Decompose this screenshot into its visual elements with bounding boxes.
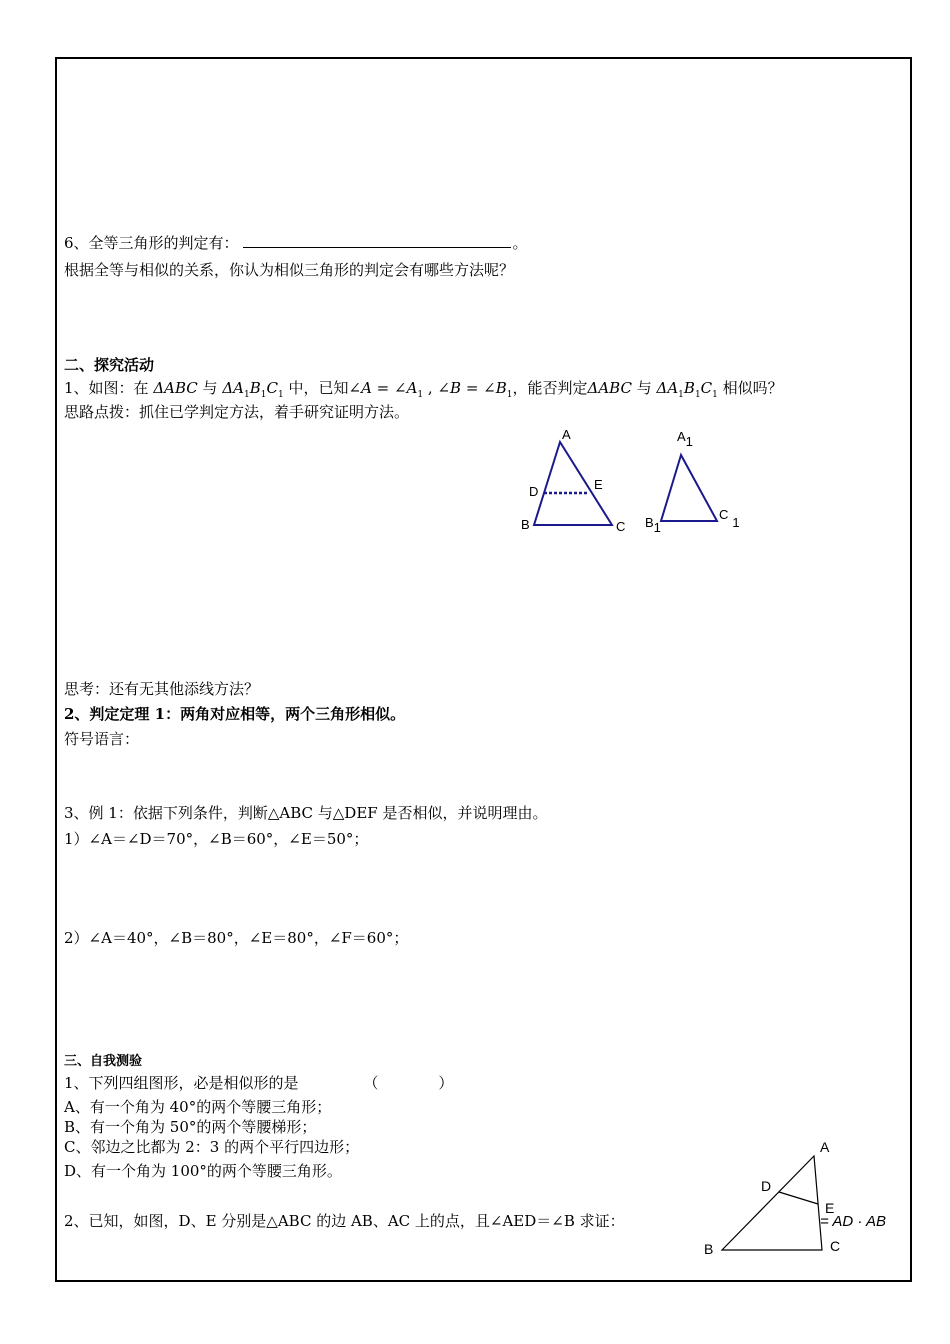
label-c: C	[616, 519, 626, 534]
s3-option-b: B、有一个角为 50°的两个等腰梯形；	[64, 1118, 317, 1136]
q2-label-a: A	[820, 1139, 830, 1155]
section2-heading: 二、探究活动	[64, 356, 155, 374]
triangle-ade-figure	[700, 1135, 905, 1263]
label-d: D	[529, 484, 539, 499]
q6-prefix: 6、全等三角形的判定有：	[64, 234, 239, 252]
q1-condition-1: ∠A = $\angle A_1$	[348, 379, 424, 400]
s2-theorem: 2、判定定理 1：两角对应相等，两个三角形相似。	[64, 705, 406, 723]
q6-question: 根据全等与相似的关系，你认为相似三角形的判定会有哪些方法呢？	[64, 261, 515, 279]
q1-triangle-a1b1c1: $\Delta A_1B_1C_1$	[222, 379, 284, 400]
s3-q1-text: 1、下列四组图形，必是相似形的是	[64, 1074, 299, 1092]
triangle-a1b1c1	[661, 455, 717, 521]
q1-triangle-a1b1c1-2: $\Delta A_1B_1C_1$	[656, 379, 718, 400]
s2-example-intro: 3、例 1：依据下列条件，判断△ABC 与△DEF 是否相似，并说明理由。	[64, 804, 548, 822]
q1-triangle-abc-2: ΔABC	[587, 379, 632, 397]
s3-q2: 2、已知，如图，D、E 分别是△ABC 的边 AB、AC 上的点，且∠AED＝∠B 求证：	[64, 1212, 625, 1230]
s2-symbol: 符号语言：	[64, 730, 140, 748]
similar-triangles-figure	[515, 425, 755, 540]
q2-label-c: C	[830, 1238, 841, 1254]
q2-label-d: D	[761, 1178, 772, 1194]
q1-text-a: 1、如图：在	[64, 379, 149, 397]
label-b: B	[521, 517, 530, 532]
s3-option-d: D、有一个角为 100°的两个等腰三角形。	[64, 1162, 342, 1180]
s2-example-2: 2）∠A＝40°，∠B＝80°，∠E＝80°，∠F＝60°；	[64, 929, 409, 947]
answer-paren-close: ）	[438, 1074, 454, 1092]
q6-line	[64, 233, 528, 253]
s2-q1: 1、如图：在 ΔABC 与 $\Delta A_1B_1C_1$ 中，已知∠A = $\angle A_1$ , ∠B = $\angle B_1$，能否判定ΔABC 与 $\Delta A_1B_1C_1$ 相似吗？	[64, 379, 783, 400]
s2-think: 思考：还有无其他添线方法？	[64, 680, 260, 698]
q1-triangle-abc: ΔABC	[153, 379, 198, 397]
q1-text-b: 与	[197, 379, 223, 397]
s3-option-a: A、有一个角为 40°的两个等腰三角形；	[64, 1098, 332, 1116]
label-a: A	[562, 427, 571, 442]
q1-text-d: ，能否判定	[512, 379, 588, 397]
label-a1: A1	[677, 429, 693, 449]
answer-paren-open: （	[363, 1074, 379, 1092]
segment-de	[779, 1192, 818, 1204]
s2-example-1: 1）∠A＝∠D＝70°，∠B＝60°，∠E＝50°；	[64, 830, 369, 848]
q1-text-c: 中，已知	[283, 379, 349, 397]
q6-answer-blank[interactable]	[243, 233, 511, 248]
s2-hint: 思路点拨：抓住已学判定方法，着手研究证明方法。	[64, 403, 410, 421]
label-c1: C1	[719, 507, 740, 530]
q1-text-e: 相似吗？	[722, 379, 783, 397]
q6-suffix: 。	[512, 234, 528, 252]
s3-option-c: C、邻边之比都为 2：3 的两个平行四边形；	[64, 1138, 360, 1156]
q2-formula: = AD · AB	[820, 1213, 886, 1230]
label-b1: B1	[645, 515, 661, 535]
q2-label-e: E	[825, 1200, 835, 1216]
q1-text-b2: 与	[631, 379, 657, 397]
q1-condition-2: ∠B = $\angle B_1$	[437, 379, 513, 400]
q2-label-b: B	[704, 1241, 714, 1257]
label-e: E	[594, 477, 603, 492]
s3-q1	[64, 1073, 453, 1093]
triangle-abc-q2	[722, 1156, 822, 1250]
section3-heading: 三、自我测验	[64, 1054, 143, 1069]
